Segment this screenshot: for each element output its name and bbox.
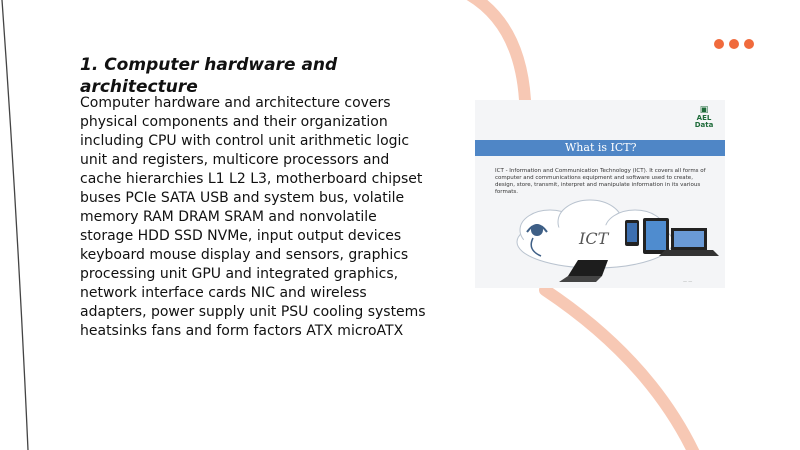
dot-icon [744, 39, 754, 49]
image-title: What is ICT? [565, 141, 637, 154]
slide-heading: 1. Computer hardware and architecture [80, 55, 338, 97]
logo-mark-icon: ▣ [699, 105, 709, 115]
ict-illustration [475, 100, 725, 288]
tablet-icon [643, 218, 669, 254]
menu-dots [714, 39, 754, 49]
logo-line1: AEL [696, 114, 712, 122]
ict-description: ICT - Information and Communication Technology (ICT). It covers all forms of computer and communications equipment and software used to create, design, store, transmit, interpret and manipulate information in its various formats. [495, 168, 706, 195]
dot-icon [714, 39, 724, 49]
smartphone-icon [625, 220, 639, 246]
dot-icon [729, 39, 739, 49]
slide-body-text: Computer hardware and architecture covers physical components and their organization including CPU with control unit arithmetic logic unit and registers, multicore processors and cache hierarchies L1 L2 L3, motherboard chipset buses PCIe SATA USB and system bus, volatile memory RAM DRAM SRAM and nonvolatile storage HDD SSD NVMe, input output devices keyboard mouse display and sensors, graphics processing unit GPU and integrated graphics, network interface cards NIC and wireless adapters, power supply unit PSU cooling systems heatsinks fans and form factors ATX microATX [80, 95, 426, 339]
cloud-label: ICT [579, 229, 609, 248]
decor-arc-bottom [545, 290, 695, 450]
decor-arc-top [470, 0, 525, 100]
left-edge-curve [2, 0, 28, 450]
image-footer-text: — — [683, 279, 693, 284]
ict-cloud-graphic [475, 100, 725, 288]
logo-line2: Data [694, 121, 714, 129]
